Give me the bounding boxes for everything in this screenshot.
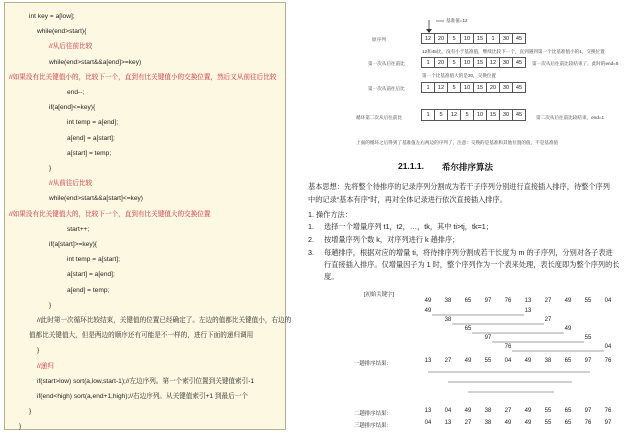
- row2-label: 第一次从后往前比: [368, 61, 405, 66]
- code-line: if(a[start]>=key){: [49, 241, 98, 248]
- result2-key-value: 49: [464, 408, 472, 414]
- row1-cell: 1: [486, 33, 500, 44]
- result3-key-value: 38: [484, 420, 492, 426]
- row4-cell: 30: [499, 109, 513, 121]
- row4-cell: 15: [486, 109, 500, 121]
- result2-key-value: 27: [504, 408, 512, 414]
- row2-cell: 15: [473, 57, 487, 68]
- result2-key-value: 97: [584, 408, 592, 414]
- step-2: 按增量序列个数 k，对序列进行 k 趟排序；: [324, 235, 460, 244]
- intro-line-2: 中的记录“基本有序”时，再对全体记录进行依次直接插入排序。: [308, 195, 507, 204]
- result2-key-value: 55: [544, 408, 552, 414]
- row2-cell: 12: [486, 57, 500, 68]
- result1-key-value: 76: [604, 358, 612, 364]
- row3-cell: 5: [447, 82, 461, 93]
- row3-cell: 10: [460, 82, 474, 93]
- result3-label: 三趟排序结果：: [354, 423, 392, 429]
- row2-cell: 30: [499, 57, 513, 68]
- code-line: a[end] = a[start];: [67, 134, 115, 142]
- code-line: while(end>start){: [37, 28, 87, 36]
- initial-key-value: 13: [524, 298, 532, 304]
- shell-title: [初始关键字]: [364, 292, 394, 298]
- code-line: if(a[end]<=key){: [49, 104, 96, 112]
- result3-key-value: 13: [444, 420, 452, 426]
- section-number: 21.1.1.: [398, 161, 424, 171]
- initial-key-value: 55: [584, 298, 592, 304]
- result3-key-value: 76: [584, 420, 592, 426]
- code-line: //递归: [37, 362, 54, 370]
- document-page: [292, 0, 640, 436]
- code-line: }: [29, 408, 32, 416]
- initial-key-value: 38: [444, 298, 452, 304]
- result2-label: 二趟排序结果：: [354, 411, 392, 417]
- result1-label: 一趟排序结果：: [354, 361, 392, 367]
- row3-cell: 45: [512, 82, 526, 93]
- step-3-line-1: 每趟排序，根据对应的增量 ti，将待排序列分割成若干长度为 m 的子序列，分别对各子表进: [324, 248, 613, 257]
- intro-line-1: 基本思想：先将整个待排序的记录序列分割成为若干子序列分别进行直接插入排序，待整个序列: [308, 182, 610, 191]
- row3-cell: 1: [421, 82, 435, 93]
- pass1-pair-value: 38: [444, 317, 452, 323]
- row3-cell: 15: [473, 82, 487, 93]
- result1-key-value: 27: [444, 358, 452, 364]
- row1-cell: 12: [421, 33, 435, 44]
- row2-cell: 10: [460, 57, 474, 68]
- code-line: //此时第一次循环比较结束，关键值的位置已经确定了。左边的值都比关键值小，右边的: [37, 317, 292, 324]
- row2-cell: 45: [512, 57, 526, 68]
- row3-cell: 12: [434, 82, 448, 93]
- row4-cell: 1: [421, 109, 435, 121]
- result3-key-value: 27: [464, 420, 472, 426]
- code-line: end--;: [67, 89, 85, 96]
- row1-label: 原序列: [372, 37, 386, 42]
- code-line: 值都比关键值大，但是两边的顺序还有可能是不一样的，进行下面的递归调用: [29, 332, 254, 340]
- row2-right-note: 第一次从后往前比较结束了，此时的end=5: [532, 61, 619, 66]
- pass1-pair-value: 49: [424, 308, 432, 314]
- diagram-caption: 上面的循环之后得到了基准值左右两边的序列了，注意：交换的是基准和其他位置的值，不是基准值: [356, 140, 559, 145]
- result3-key-value: 65: [564, 420, 572, 426]
- row4-cell: 5: [460, 109, 474, 121]
- section-title: 希尔排序算法: [442, 162, 494, 172]
- steps-title: 1. 操作方法：: [308, 210, 352, 219]
- row3-cell: 30: [499, 82, 513, 93]
- initial-key-value: 27: [544, 298, 552, 304]
- pass1-pair-value: 76: [504, 344, 512, 350]
- result1-key-value: 65: [564, 358, 572, 364]
- code-line: int temp = a[end];: [67, 119, 119, 127]
- pass1-pair-value: 04: [604, 344, 612, 350]
- initial-key-value: 49: [564, 298, 572, 304]
- code-line: while(end>start&&a[end]>=key): [49, 58, 142, 66]
- code-panel: [4, 2, 292, 431]
- row1-cell: 10: [460, 33, 474, 44]
- note1: 12和45比，没有小于基准值，继续比较下一个，直到遇到第一个比基准值小的1，交换位置: [422, 49, 605, 54]
- result2-key-value: 65: [564, 408, 572, 414]
- initial-key-value: 65: [464, 298, 472, 304]
- result1-key-value: 49: [524, 358, 532, 364]
- row2-cell: 20: [434, 57, 448, 68]
- row1-cell: 5: [447, 33, 461, 44]
- initial-key-value: 49: [424, 298, 432, 304]
- code-line: int temp = a[start];: [67, 256, 120, 264]
- result2-key-value: 04: [444, 408, 452, 414]
- result3-key-value: 97: [604, 420, 612, 426]
- row1-cell: 20: [434, 33, 448, 44]
- shell-connectors: [292, 0, 640, 436]
- row4-cell: 5: [434, 109, 448, 121]
- pass1-pair-value: 13: [524, 308, 532, 314]
- code-line: //从后往前比较: [49, 43, 93, 51]
- code-line: a[end] = temp;: [67, 286, 110, 294]
- code-line: }: [19, 423, 22, 431]
- row4-cell: 45: [512, 109, 526, 121]
- initial-key-value: 97: [484, 298, 492, 304]
- pass1-pair-value: 49: [564, 326, 572, 332]
- result1-key-value: 49: [464, 358, 472, 364]
- result1-key-value: 04: [504, 358, 512, 364]
- step-1: 选择一个增量序列 t1，t2，…，tk，其中 ti>tj，tk=1；: [324, 222, 493, 231]
- result3-key-value: 49: [524, 420, 532, 426]
- result1-key-value: 13: [424, 358, 432, 364]
- code-line: }: [37, 347, 40, 355]
- result2-key-value: 13: [424, 408, 432, 414]
- row3-label: 第一次从前往后比: [368, 86, 405, 91]
- row1-cell: 15: [473, 33, 487, 44]
- row1-cell: 30: [499, 33, 513, 44]
- code-line: start++;: [67, 225, 90, 233]
- code-line: if(end<high) sort(a,end+1,high);//右边序列。从关键值索引+1 到最后一个: [37, 393, 248, 400]
- pass1-pair-value: 27: [544, 317, 552, 323]
- row4-cell: 12: [447, 109, 461, 121]
- code-line: int key = a[low];: [29, 13, 75, 20]
- pivot-label: 基准值=12: [446, 18, 468, 23]
- pass1-pair-value: 97: [484, 335, 492, 341]
- row4-cell: 10: [473, 109, 487, 121]
- row2-cell: 5: [447, 57, 461, 68]
- step-3-line-3: 度。: [324, 272, 339, 281]
- pass1-pair-value: 65: [464, 326, 472, 332]
- code-line: }: [49, 165, 52, 172]
- result2-key-value: 76: [604, 408, 612, 414]
- code-line: }: [49, 301, 52, 309]
- code-line: while(end>start&&a[start]<=key): [49, 195, 144, 203]
- initial-key-value: 04: [604, 298, 612, 304]
- note2: 第一个比基准值大的是20，交换位置: [422, 73, 497, 78]
- row1-cell: 45: [512, 33, 526, 44]
- step-number: 1.: [308, 222, 314, 231]
- result2-key-value: 38: [484, 408, 492, 414]
- code-line: //如果没有比关键值大的，比较下一个，直到有比关键值大的交换位置: [9, 210, 211, 218]
- code-line: //如果没有比关键值小的，比较下一个，直到有比关键值小的交换位置，然后又从前往后比较: [9, 73, 277, 81]
- result1-key-value: 38: [544, 358, 552, 364]
- result1-key-value: 97: [584, 358, 592, 364]
- initial-key-value: 76: [504, 298, 512, 304]
- row4-right-note: 第二次从后往前比较结束，end=1: [536, 115, 605, 120]
- pass1-pair-value: 55: [584, 335, 592, 341]
- row3-cell: 20: [486, 82, 500, 93]
- step-3-line-2: 行直接插入排序。仅增量因子为 1 时，整个序列作为一个表来处理，表长度即为整个序列的长: [324, 260, 620, 269]
- row4-label: 循环第二次从后往前比: [356, 115, 402, 120]
- step-number: 3.: [308, 248, 314, 257]
- code-line: //从前往后比较: [49, 180, 93, 188]
- code-line: a[start] = a[end];: [67, 271, 115, 279]
- result3-key-value: 04: [424, 420, 432, 426]
- code-line: a[start] = temp;: [67, 149, 112, 157]
- row2-cell: 1: [421, 57, 435, 68]
- code-line: if(start>low) sort(a,low,start-1);//左边序列。第一个索引位置到关键值索引-1: [37, 377, 255, 385]
- result1-key-value: 55: [484, 358, 492, 364]
- step-number: 2.: [308, 235, 314, 244]
- result3-key-value: 55: [544, 420, 552, 426]
- result3-key-value: 49: [504, 420, 512, 426]
- result2-key-value: 49: [524, 408, 532, 414]
